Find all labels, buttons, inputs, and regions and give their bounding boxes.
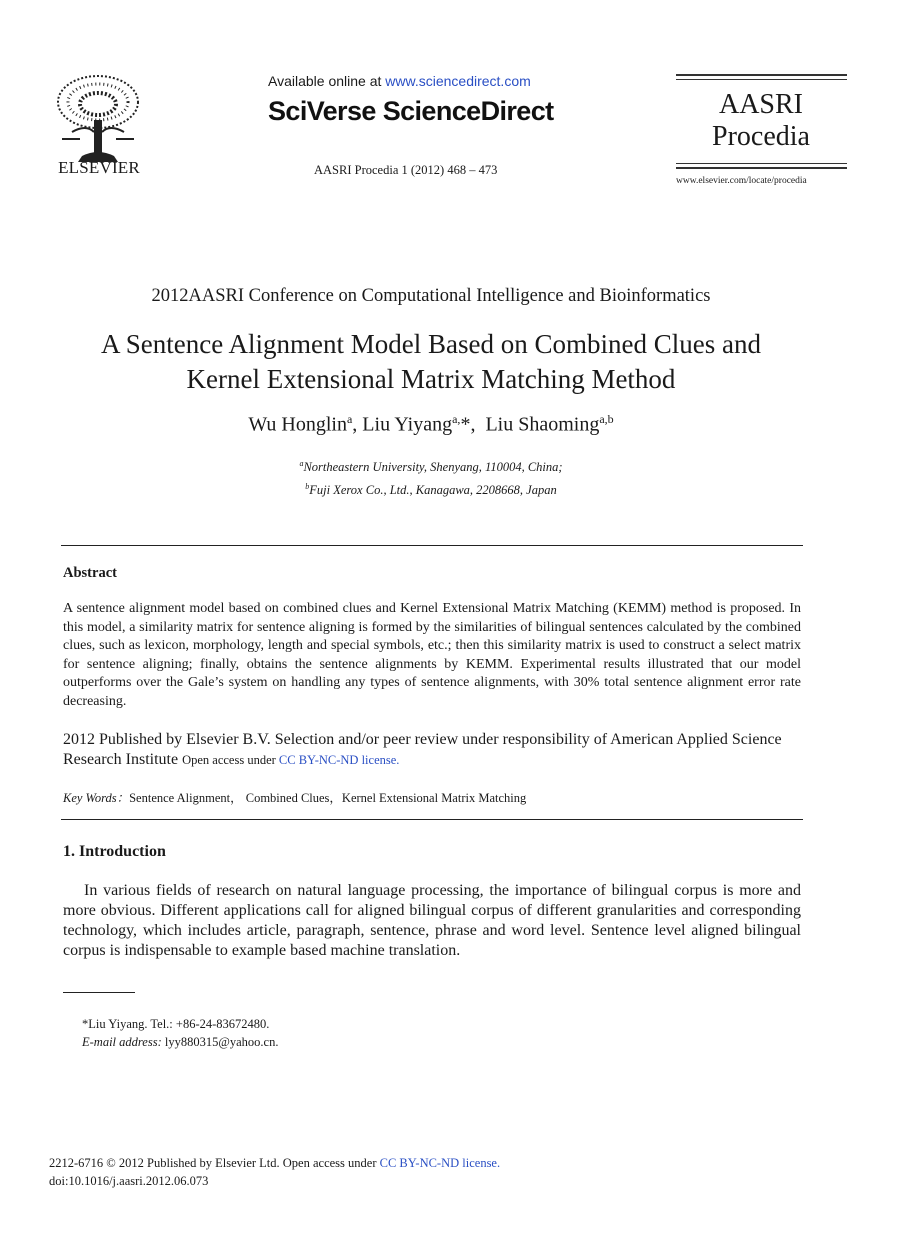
open-access-prefix: Open access under bbox=[182, 752, 279, 767]
paper-title bbox=[0, 327, 862, 397]
affiliation-sup: b bbox=[305, 482, 310, 492]
author-name: Liu Shaoming bbox=[485, 413, 600, 436]
author-separator: , bbox=[470, 413, 486, 436]
footer-doi[interactable]: doi:10.1016/j.aasri.2012.06.073 bbox=[49, 1174, 209, 1188]
author-affil-sup: a,b bbox=[599, 412, 614, 426]
footer-copyright-line bbox=[49, 1154, 500, 1172]
published-text: 2012 Published by Elsevier B.V. Selection and/or peer review under responsibility of American Applied Science Research Institute bbox=[63, 731, 782, 768]
paper-title-line2: Kernel Extensional Matrix Matching Method bbox=[186, 364, 676, 394]
keywords-line bbox=[63, 788, 526, 806]
sciencedirect-link[interactable]: www.sciencedirect.com bbox=[385, 73, 531, 89]
elsevier-wordmark: ELSEVIER bbox=[58, 158, 140, 177]
keywords-text: Sentence Alignment， Combined Clues，Kernel Extensional Matrix Matching bbox=[129, 791, 527, 805]
journal-title-line1: AASRI bbox=[718, 89, 803, 120]
journal-box-top-rule-thin bbox=[676, 79, 847, 80]
email-address[interactable]: lyy880315@yahoo.cn. bbox=[161, 1035, 279, 1049]
abstract-heading: Abstract bbox=[63, 565, 117, 581]
abstract-bottom-rule bbox=[61, 819, 803, 820]
journal-title bbox=[676, 89, 846, 153]
footnote-email-line bbox=[82, 1033, 278, 1051]
available-prefix: Available online at bbox=[268, 73, 386, 89]
footnote-contact: *Liu Yiyang. Tel.: +86-24-83672480. bbox=[82, 1017, 270, 1031]
author-affil-sup: a, bbox=[452, 412, 461, 426]
available-online-line bbox=[268, 73, 531, 89]
footnote-rule bbox=[63, 992, 135, 993]
page-footer bbox=[49, 1154, 500, 1190]
paper-title-line1: A Sentence Alignment Model Based on Combined Clues and bbox=[101, 329, 761, 359]
abstract-body: A sentence alignment model based on combined clues and Kernel Extensional Matrix Matching (KEMM) method is proposed. In this model, a similarity matrix for sentence aligning is formed by the similarities of bilingual sentences calculated by the combined clues, such as lexicon, morphology, length and special symbols, etc.; then this similarity matrix is used to construct a select matrix for sentence aligning; finally, obtains the sentence alignments by KEMM. Experimental results illustrated that our model outperforms over the Gale’s system on handling any types of sentence alignments, with 30% total sentence alignment error rate decreasing. bbox=[63, 601, 801, 709]
affiliation-text: Northeastern University, Shenyang, 110004, China; bbox=[303, 460, 563, 475]
author-affil-sup: a bbox=[346, 412, 353, 426]
published-statement bbox=[63, 730, 801, 770]
author-list bbox=[0, 412, 862, 437]
introduction-body: In various fields of research on natural language processing, the importance of bilingual corpus is more and more obvious. Different applications call for aligned bilingual corpus of different granularities and corresponding technology, which includes article, paragraph, sentence, phrase and word level. Sentence level aligned bilingual corpus is indispensable to example based machine translation. bbox=[63, 882, 801, 959]
affiliation-line bbox=[0, 477, 862, 500]
journal-reference: AASRI Procedia 1 (2012) 468 – 473 bbox=[314, 163, 498, 177]
author-name: Liu Yiyang bbox=[362, 413, 453, 436]
footer-copyright: 2212-6716 © 2012 Published by Elsevier Ltd. Open access under bbox=[49, 1156, 380, 1170]
keywords-label: Key Words： bbox=[63, 791, 130, 805]
journal-box-bottom-rule bbox=[676, 167, 847, 169]
license-link[interactable]: CC BY-NC-ND license. bbox=[278, 752, 400, 767]
introduction-heading: 1. Introduction bbox=[63, 843, 166, 860]
journal-title-line2: Procedia bbox=[712, 121, 810, 152]
sciverse-logo-text: SciVerse ScienceDirect bbox=[268, 96, 554, 126]
abstract-top-rule bbox=[61, 545, 803, 546]
affiliations bbox=[0, 454, 862, 500]
corresponding-mark: * bbox=[460, 413, 471, 436]
journal-box-bottom-rule-thin bbox=[676, 163, 847, 164]
author-name: Wu Honglin bbox=[248, 413, 347, 436]
conference-name: 2012AASRI Conference on Computational Intelligence and Bioinformatics bbox=[151, 286, 711, 306]
journal-url[interactable]: www.elsevier.com/locate/procedia bbox=[676, 176, 807, 186]
footer-license-link[interactable]: CC BY-NC-ND license. bbox=[379, 1156, 501, 1170]
email-label: E-mail address: bbox=[82, 1035, 162, 1049]
footnote bbox=[82, 1015, 278, 1051]
journal-box-top-rule bbox=[676, 74, 847, 76]
affiliation-text: Fuji Xerox Co., Ltd., Kanagawa, 2208668, Japan bbox=[309, 483, 557, 498]
author-separator: , bbox=[352, 413, 363, 436]
affiliation-line bbox=[0, 454, 862, 477]
affiliation-sup: a bbox=[299, 459, 304, 468]
